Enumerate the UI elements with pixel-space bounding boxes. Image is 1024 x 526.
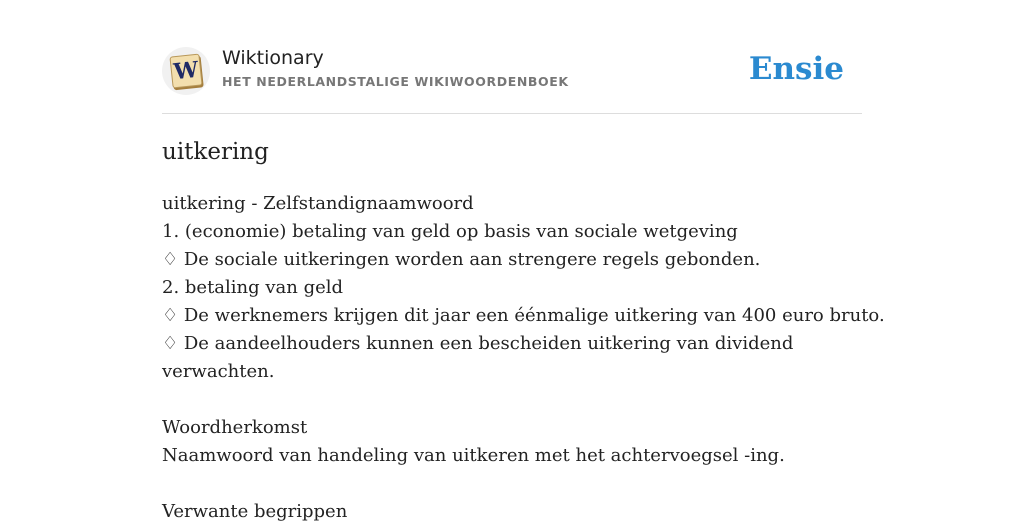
wiktionary-logo-icon[interactable] — [162, 47, 210, 95]
site-name[interactable]: Wiktionary — [222, 47, 324, 69]
related-heading: Verwante begrippen — [162, 501, 348, 522]
etymology-heading: Woordherkomst — [162, 417, 308, 438]
spacer — [162, 386, 862, 414]
site-header — [162, 44, 862, 98]
page-title: uitkering — [162, 139, 269, 165]
definition-1: 1. (economie) betaling van geld op basis van sociale wetgeving — [162, 221, 738, 242]
header-divider — [162, 113, 862, 114]
logo-tile: W — [169, 54, 202, 89]
example-2: ♢ De werknemers krijgen dit jaar een éénmalige uitkering van 400 euro bruto. — [162, 305, 885, 326]
entry-headline: uitkering - Zelfstandignaamwoord — [162, 193, 474, 214]
ensie-link[interactable]: Ensie — [748, 51, 844, 87]
example-1: ♢ De sociale uitkeringen worden aan strengere regels gebonden. — [162, 249, 761, 270]
spacer — [162, 470, 862, 498]
example-3: ♢ De aandeelhouders kunnen een bescheiden uitkering van dividend verwachten. — [162, 333, 794, 382]
definition-2: 2. betaling van geld — [162, 277, 344, 298]
entry-content — [162, 190, 885, 526]
etymology-text: Naamwoord van handeling van uitkeren met het achtervoegsel -ing. — [162, 445, 785, 466]
site-tagline: HET NEDERLANDSTALIGE WIKIWOORDENBOEK — [222, 74, 569, 89]
